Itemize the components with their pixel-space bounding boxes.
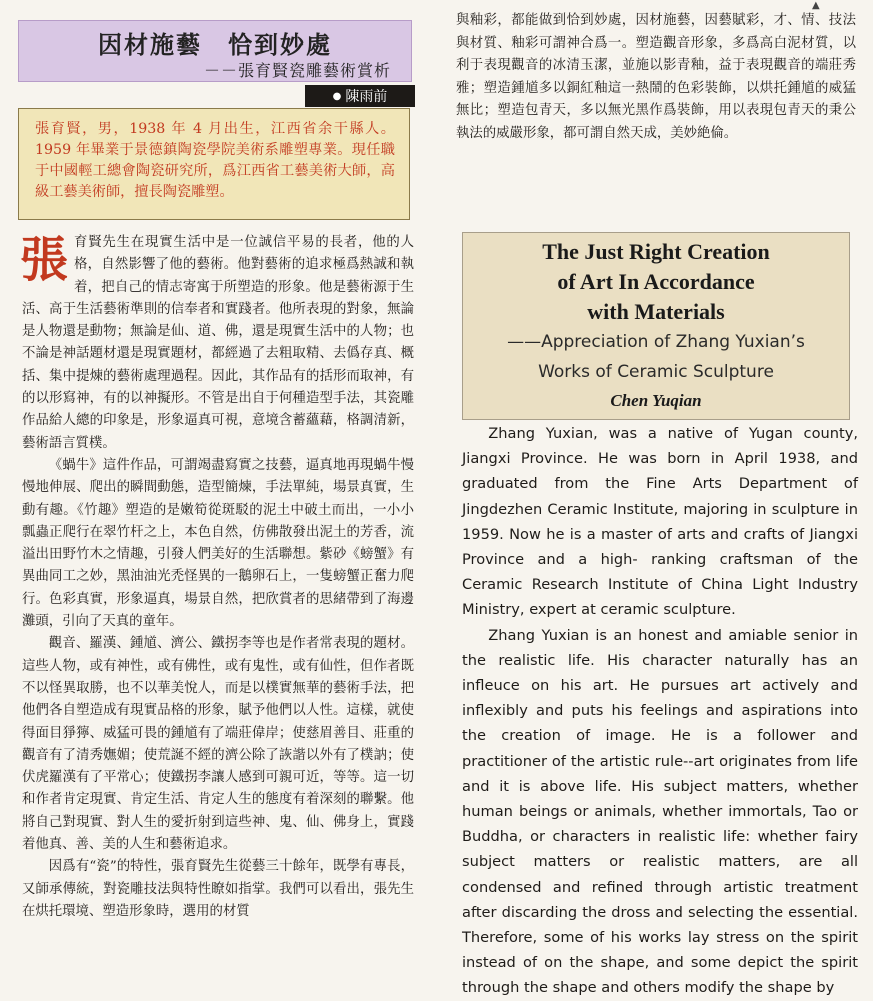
cn-paragraph: 《蝸牛》這件作品，可謂竭盡寫實之技藝，逼真地再現蝸牛慢慢地伸展、爬出的瞬間動態，造型簡煉，手法單純，場景真實，生動有趣。《竹趣》塑造的是嫩筍從斑駁的泥土中破土而出，一小小瓢蟲正爬行在翠竹杆之上，本色自然，仿佛散發出泥土的芳香，流溢出田野竹木之情趣，引發人們美好的生活聯想。紫砂《螃蟹》有異曲同工之妙，黑油油光禿怪異的一鵝卵石上，一隻螃蟹正奮力爬行。色彩真實，形象逼真，場景自然，把欣賞者的思緒帶到了海邊灘頭，引向了天真的童年。 bbox=[22, 457, 414, 630]
title-block bbox=[18, 20, 412, 82]
cn-continuation-paragraph: 與釉彩，都能做到恰到妙處，因材施藝，因藝賦彩，才、情、技法與材質、釉彩可謂神合爲一。塑造觀音形象，多爲高白泥材質，以利于表現觀音的冰清玉潔，並施以影青釉，益于表現觀音的端莊秀雅；塑造鍾馗多以銅紅釉這一熱鬧的色彩裝飾，以烘托鍾馗的威猛無比；塑造包青天，多以無光黑作爲裝飾，用以表現包青天的秉公執法的威嚴形象，都可謂自然天成，美妙絶倫。 bbox=[456, 13, 856, 141]
author-tag bbox=[305, 85, 415, 107]
cn-paragraph: 觀音、羅漢、鍾馗、濟公、鐵拐李等也是作者常表現的題材。這些人物，或有神性，或有佛性，或有鬼性，或有仙性，但作者既不以怪異取勝，也不以華美悅人，而是以樸實無華的藝術手法，把他們各自塑造成有現實品格的形象，賦予他們以人性。這樣，就使得面目猙獰、威猛可畏的鍾馗有了端莊偉岸；使慈眉善目、莊重的觀音有了清秀嫵媚；使荒誕不經的濟公除了詼諧以外有了樸訥；使伏虎羅漢有了平常心；使鐵拐李讓人感到可親可近，等等。這一切和作者肯定現實、肯定生活、肯定人生的態度有着深刻的聯繫。他將自己對現實、對人生的愛折射到這些神、鬼、仙、佛身上，實踐着他真、善、美的人生和藝術追求。 bbox=[22, 636, 414, 853]
chinese-continuation bbox=[456, 10, 856, 146]
drop-cap: 張 bbox=[20, 232, 69, 288]
english-title-line: The Just Right Creation bbox=[542, 239, 770, 264]
cn-paragraph: 因爲有“瓷”的特性，張育賢先生從藝三十餘年，既學有專長，又師承傳統，對瓷雕技法與特性瞭如指掌。我們可以看出，張先生在烘托環境、塑造形象時，選用的材質 bbox=[22, 859, 414, 919]
author-name: 陳雨前 bbox=[345, 89, 388, 105]
cn-paragraph bbox=[22, 232, 414, 455]
english-subtitle-line: ——Appreciation of Zhang Yuxian’s bbox=[507, 332, 805, 352]
author-bio-box: 張育賢，男，1938 年 4 月出生，江西省余干縣人。1959 年畢業于景德鎮陶瓷學院美術系雕塑專業。現任職于中國輕工總會陶瓷研究所，爲江西省工藝美術大師，高級工藝美術師，擅長陶瓷雕塑。 bbox=[18, 108, 410, 220]
english-title-line: with Materials bbox=[587, 299, 725, 324]
english-title-box bbox=[462, 232, 850, 420]
english-subtitle-line: Works of Ceramic Sculpture bbox=[538, 362, 774, 382]
english-title-line: of Art In Accordance bbox=[557, 269, 755, 294]
en-paragraph: Zhang Yuxian, was a native of Yugan county, Jiangxi Province. He was born in April 1938, and graduated from the Fine Arts Department of Jingdezhen Ceramic Institute, majoring in sculpture in 1959. Now he is a master of arts and crafts of Jiangxi Province and a high- ranking craftsman of the Ceramic Research Institute of China Light Industry Ministry, expert at ceramic sculpture. bbox=[462, 425, 858, 619]
corner-mark: ▲ bbox=[812, 0, 820, 11]
cn-paragraph-text: 育賢先生在現實生活中是一位誠信平易的長者，他的人格，自然影響了他的藝術。他對藝術的追求極爲熱誠和執着，把自己的情志寄寓于所塑造的形象。他是藝術源于生活、高于生活藝術準則的信奉者和實踐者。他所表現的對象，無論是人物還是動物；無論是仙、道、佛，還是現實生活中的人物；也不論是神話題材還是現實題材，都經過了去粗取精、去僞存真、概括、集中提煉的藝術處理過程。因此，其作品有的括形而取神，有的以形寫神，有的以神擬形。不管是出自于何種造型手法，其瓷雕作品給人總的印象是，形象逼真可視，意境含蓄蘊藉，格調清新，藝術語言質樸。 bbox=[22, 235, 414, 451]
english-author: Chen Yuqian bbox=[610, 391, 702, 410]
en-paragraph: Zhang Yuxian is an honest and amiable senior in the realistic life. His character naturally has an infleuce on his art. He pursues art actively and inflexibly and puts his feelings and aspirations into the creation of image. He is a follower and practitioner of the artistic rule--art originates from life and it is above life. His subject matters, whether human beings or animals, whether immortals, Tao or Buddha, or characters in realistic life: whether fairy subject matters or realistic matters, are all condensed and refined through artistic treatment after discarding the dross and selecting the essential. Therefore, some of his works lay stress on the spirit instead of on the shape, and some depict the spirit through the shape and others modify the shape by bbox=[462, 626, 858, 997]
bullet-icon: ● bbox=[332, 90, 342, 102]
article-subtitle: －－張育賢瓷雕藝術賞析 bbox=[203, 61, 391, 80]
chinese-article-body bbox=[22, 232, 414, 923]
english-article-body bbox=[462, 421, 858, 1001]
article-title: 因材施藝 恰到妙處 bbox=[98, 31, 332, 59]
